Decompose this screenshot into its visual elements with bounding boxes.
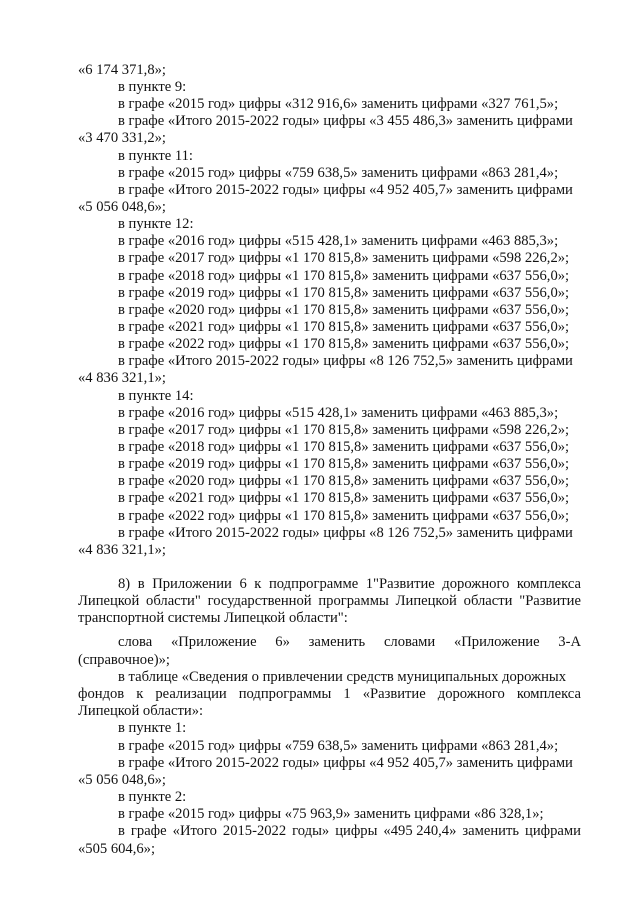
text-line: в таблице «Сведения о привлечении средств муниципальных дорожных bbox=[118, 669, 567, 685]
word: дорожного bbox=[442, 576, 510, 592]
text-line: в графе «2021 год» цифры «1 170 815,8» заменить цифрами «637 556,0»; bbox=[118, 319, 570, 335]
text-line: в графе «2018 год» цифры «1 170 815,8» заменить цифрами «637 556,0»; bbox=[118, 439, 570, 455]
word: слова bbox=[118, 634, 153, 650]
word: 1"Развитие bbox=[365, 576, 435, 592]
text-line: «5 056 048,6»; bbox=[78, 199, 166, 215]
text-line: в графе «2020 год» цифры «1 170 815,8» заменить цифрами «637 556,0»; bbox=[118, 473, 570, 489]
word: подпрограммы bbox=[238, 686, 332, 702]
justified-line bbox=[118, 634, 581, 651]
text-line: в графе «2019 год» цифры «1 170 815,8» заменить цифрами «637 556,0»; bbox=[118, 285, 570, 301]
word: 6» bbox=[275, 634, 290, 650]
text-line: «505 604,6»; bbox=[78, 841, 156, 857]
text-line: в графе «2015 год» цифры «759 638,5» заменить цифрами «863 281,4»; bbox=[118, 165, 559, 181]
text-line: в графе «Итого 2015-2022 годы» цифры «4 952 405,7» заменить цифрами bbox=[118, 182, 573, 198]
text-line: в графе «Итого 2015-2022 годы» цифры «8 126 752,5» заменить цифрами bbox=[118, 353, 573, 369]
word: Липецкой bbox=[78, 593, 140, 609]
text-line: (справочное)»; bbox=[78, 652, 170, 668]
word: 8) bbox=[118, 576, 131, 592]
text-line: в графе «2015 год» цифры «759 638,5» заменить цифрами «863 281,4»; bbox=[118, 738, 559, 754]
word: в bbox=[118, 823, 125, 839]
word: заменить bbox=[462, 823, 520, 839]
justified-line bbox=[118, 576, 581, 593]
justified-line bbox=[118, 823, 581, 840]
word: графе bbox=[130, 823, 167, 839]
text-line: в графе «2016 год» цифры «515 428,1» заменить цифрами «463 885,3»; bbox=[118, 233, 559, 249]
text-line: «3 470 331,2»; bbox=[78, 130, 166, 146]
text-line: в пункте 12: bbox=[118, 216, 194, 232]
word: комплекса bbox=[516, 576, 581, 592]
word: Приложении bbox=[152, 576, 232, 592]
word: реализации bbox=[155, 686, 227, 702]
text-line: в графе «2016 год» цифры «515 428,1» заменить цифрами «463 885,3»; bbox=[118, 405, 559, 421]
text-line: в графе «2015 год» цифры «75 963,9» заменить цифрами «86 328,1»; bbox=[118, 806, 544, 822]
text-line: в графе «2020 год» цифры «1 170 815,8» заменить цифрами «637 556,0»; bbox=[118, 302, 570, 318]
word: «Итого bbox=[172, 823, 217, 839]
text-line: в пункте 14: bbox=[118, 388, 194, 404]
word: 1 bbox=[343, 686, 351, 702]
word: фондов bbox=[78, 686, 125, 702]
word: "Развитие bbox=[519, 593, 581, 609]
word: области" bbox=[146, 593, 201, 609]
justified-line bbox=[78, 593, 581, 610]
text-line: в пункте 11: bbox=[118, 148, 193, 164]
text-line: в пункте 9: bbox=[118, 79, 187, 95]
text-line: в графе «Итого 2015-2022 годы» цифры «4 952 405,7» заменить цифрами bbox=[118, 755, 573, 771]
word: государственной bbox=[207, 593, 312, 609]
text-line: в пункте 1: bbox=[118, 720, 187, 736]
text-line: «5 056 048,6»; bbox=[78, 772, 166, 788]
word: подпрограмме bbox=[268, 576, 359, 592]
word: 2015-2022 bbox=[222, 823, 287, 839]
text-line: в графе «2022 год» цифры «1 170 815,8» заменить цифрами «637 556,0»; bbox=[118, 336, 570, 352]
word: к bbox=[136, 686, 144, 702]
word: 6 bbox=[239, 576, 247, 592]
word: области bbox=[463, 593, 513, 609]
word: дорожного bbox=[437, 686, 505, 702]
text-line: «6 174 371,8»; bbox=[78, 62, 166, 78]
word: Липецкой bbox=[395, 593, 457, 609]
text-line: «4 836 321,1»; bbox=[78, 542, 166, 558]
text-line: Липецкой области»: bbox=[78, 703, 204, 719]
justified-line bbox=[78, 686, 581, 703]
text-line: в графе «2022 год» цифры «1 170 815,8» заменить цифрами «637 556,0»; bbox=[118, 508, 570, 524]
text-line: в графе «2018 год» цифры «1 170 815,8» заменить цифрами «637 556,0»; bbox=[118, 268, 570, 284]
word: программы bbox=[318, 593, 389, 609]
word: цифрами bbox=[525, 823, 581, 839]
word: «Приложение bbox=[453, 634, 540, 650]
text-line: в пункте 2: bbox=[118, 789, 187, 805]
word: «Приложение bbox=[170, 634, 257, 650]
text-line: в графе «2021 год» цифры «1 170 815,8» заменить цифрами «637 556,0»; bbox=[118, 490, 570, 506]
text-line: в графе «2019 год» цифры «1 170 815,8» заменить цифрами «637 556,0»; bbox=[118, 456, 570, 472]
word: цифры bbox=[335, 823, 378, 839]
word: в bbox=[137, 576, 145, 592]
word: годы» bbox=[292, 823, 330, 839]
text-line: в графе «2017 год» цифры «1 170 815,8» заменить цифрами «598 226,2»; bbox=[118, 422, 570, 438]
word: комплекса bbox=[516, 686, 581, 702]
word: «Развитие bbox=[362, 686, 426, 702]
word: «495 240,4» bbox=[383, 823, 457, 839]
text-line: в графе «Итого 2015-2022 годы» цифры «8 126 752,5» заменить цифрами bbox=[118, 525, 573, 541]
word: к bbox=[254, 576, 262, 592]
text-line: в графе «Итого 2015-2022 годы» цифры «3 455 486,3» заменить цифрами bbox=[118, 113, 573, 129]
word: словами bbox=[383, 634, 436, 650]
text-line: транспортной системы Липецкой области": bbox=[78, 610, 348, 626]
text-line: «4 836 321,1»; bbox=[78, 370, 166, 386]
text-line: в графе «2017 год» цифры «1 170 815,8» заменить цифрами «598 226,2»; bbox=[118, 250, 570, 266]
word: 3-А bbox=[558, 634, 581, 650]
word: заменить bbox=[308, 634, 366, 650]
text-line: в графе «2015 год» цифры «312 916,6» заменить цифрами «327 761,5»; bbox=[118, 96, 559, 112]
